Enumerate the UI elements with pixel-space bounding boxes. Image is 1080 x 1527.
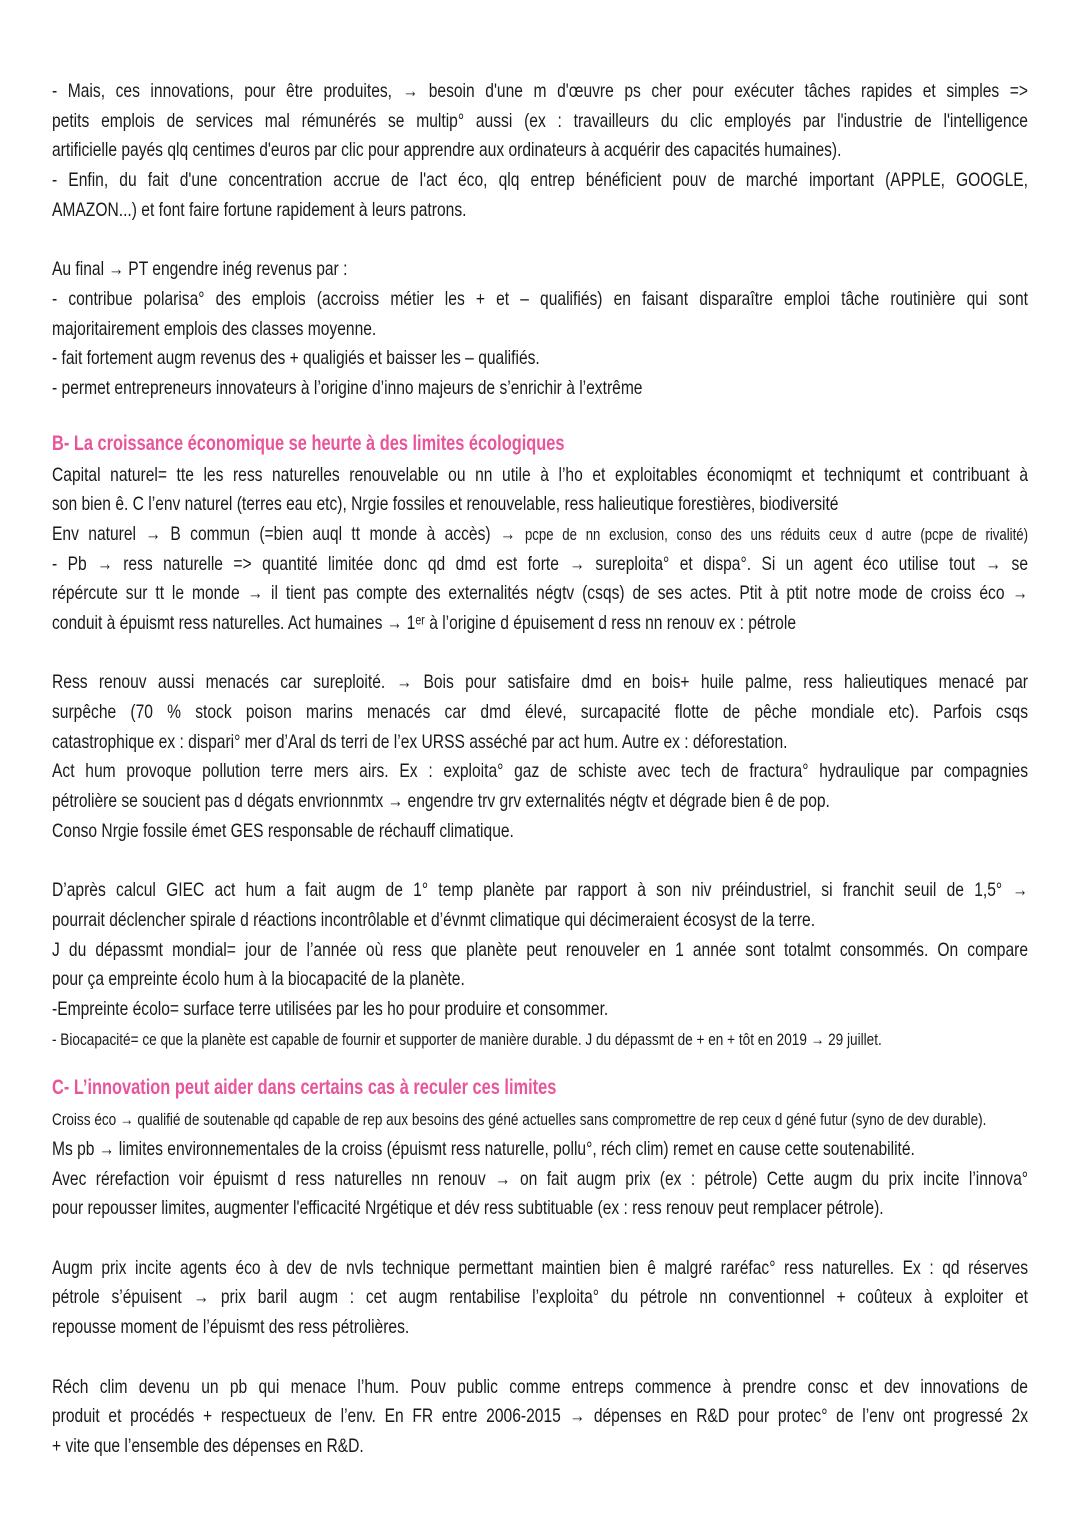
- text-line-content: [52, 166, 1028, 196]
- text-line-content: [52, 1402, 1028, 1432]
- section-heading-text: C- L’innovation peut aider dans certains cas à reculer ces limites: [52, 1076, 557, 1100]
- text-segment: Act hum provoque pollution terre mers airs. Ex : exploita° gaz de schiste avec tech de fractura° hydraulique par compagnies: [52, 760, 1028, 783]
- blank-line: [52, 1343, 1028, 1373]
- text-line-content: [52, 728, 1028, 758]
- text-line-content: [52, 1194, 1028, 1224]
- text-line-content: [52, 374, 1028, 404]
- text-line-content: [52, 550, 1028, 580]
- text-segment: + vite que l’ensemble des dépenses en R&D.: [52, 1434, 364, 1457]
- text-line: [52, 285, 1028, 315]
- section-heading: [52, 427, 1028, 461]
- section-heading: [52, 1071, 1028, 1105]
- text-line-content: [52, 1283, 1028, 1313]
- text-line: [52, 995, 1028, 1025]
- text-segment: artificielle payés qlq centimes d'euros par clic pour apprendre aux ordinateurs à acquérir des capacités humaines).: [52, 139, 842, 162]
- text-line: [52, 1283, 1028, 1313]
- text-line-content: [52, 668, 1028, 698]
- text-segment: répércute sur tt le monde → il tient pas compte des externalités négtv (csqs) de ses actes. Ptit à ptit notre mode de croiss éco →: [52, 582, 1028, 605]
- text-line-content: [52, 1135, 1028, 1165]
- text-segment: J du dépassmt mondial= jour de l’année où ress que planète peut renouveler en 1 année sont totalmt consommés. On compare: [52, 938, 1028, 961]
- text-segment: Croiss éco → qualifié de soutenable qd capable de rep aux besoins des géné actuelles sans compromettre de rep ceux d géné futur (syno de dev durable).: [52, 1110, 987, 1130]
- text-line-content: [52, 196, 1028, 226]
- text-line: [52, 1254, 1028, 1284]
- text-line: [52, 965, 1028, 995]
- paragraph: [52, 1254, 1028, 1343]
- text-line: [52, 1025, 1028, 1055]
- text-segment: produit et procédés + respectueux de l’env. En FR entre 2006-2015 → dépenses en R&D pour protec° de l’env ont progressé 2x: [52, 1405, 1028, 1428]
- text-line: [52, 550, 1028, 580]
- text-segment: - contribue polarisa° des emplois (accroiss métier les + et – qualifiés) en faisant disparaître emploi tâche routinière qui sont: [52, 287, 1028, 310]
- text-segment: petits emplois de services mal rémunérés se multip° aussi (ex : travailleurs du clic employés par l'industrie de l'intelligence: [52, 109, 1028, 132]
- text-line-content: [52, 787, 1028, 817]
- text-line: [52, 698, 1028, 728]
- text-line-content: [52, 77, 1028, 107]
- text-line: [52, 196, 1028, 226]
- text-segment: repousse moment de l’épuismt des ress pétrolières.: [52, 1316, 410, 1339]
- text-line-content: [52, 255, 1028, 285]
- text-segment: Réch clim devenu un pb qui menace l’hum. Pouv public comme entreps commence à prendre consc et dev innovations de: [52, 1375, 1028, 1398]
- text-line-content: [52, 579, 1028, 609]
- text-line: [52, 166, 1028, 196]
- text-line-content: [52, 344, 1028, 374]
- text-segment: - Mais, ces innovations, pour être produites, → besoin d'une m d'œuvre ps cher pour exécuter tâches rapides et simples =>: [52, 80, 1028, 102]
- text-line-content: [52, 936, 1028, 966]
- text-segment: - fait fortement augm revenus des + qualigiés et baisser les – qualifiés.: [52, 347, 540, 370]
- small-text-segment: pcpe de nn exclusion, conso des uns réduits ceux d autre (pcpe de rivalité): [524, 525, 1028, 544]
- text-segment: son bien ê. C l’env naturel (terres eau etc), Nrgie fossiles et renouvelable, ress halieutique forestières, biodiversité: [52, 493, 839, 516]
- text-line: [52, 1373, 1028, 1403]
- section-heading-text: B- La croissance économique se heurte à des limites écologiques: [52, 431, 565, 455]
- text-line: [52, 668, 1028, 698]
- blank-line: [52, 639, 1028, 669]
- text-line: [52, 461, 1028, 491]
- text-line: [52, 1194, 1028, 1224]
- text-line: [52, 1402, 1028, 1432]
- text-line: [52, 107, 1028, 137]
- document-page: [52, 77, 1028, 1462]
- text-line-content: [52, 1105, 1028, 1135]
- paragraph: [52, 77, 1028, 225]
- text-line-content: [52, 1254, 1028, 1284]
- text-segment: pour repousser limites, augmenter l'efficacité Nrgétique et dév ress subtituable (ex : ress renouv peut remplacer pétrole).: [52, 1197, 884, 1220]
- text-line: [52, 906, 1028, 936]
- text-segment: catastrophique ex : dispari° mer d’Aral ds terri de l’ex URSS asséché par act hum. Autre ex : déforestation.: [52, 730, 788, 753]
- text-line: [52, 490, 1028, 520]
- text-line-content: [52, 136, 1028, 166]
- text-line: [52, 374, 1028, 404]
- text-line-content: [52, 757, 1028, 787]
- blank-line: [52, 225, 1028, 255]
- text-line-content: [52, 1313, 1028, 1343]
- text-segment: Capital naturel= tte les ress naturelles renouvelable ou nn utile à l’ho et exploitables économiqmt et techniqumt et contribuant à: [52, 463, 1028, 486]
- text-line: [52, 255, 1028, 285]
- text-segment: -Empreinte écolo= surface terre utilisées par les ho pour produire et consommer.: [52, 997, 609, 1020]
- text-segment: conduit à épuismt ress naturelles. Act humaines → 1ᵉʳ à l’origine d épuisement d ress nn renouv ex : pétrole: [52, 612, 797, 634]
- text-line: [52, 1165, 1028, 1195]
- text-line: [52, 757, 1028, 787]
- text-line: [52, 315, 1028, 345]
- text-line-content: [52, 906, 1028, 936]
- text-segment: Au final → PT engendre inég revenus par :: [52, 258, 348, 281]
- text-line: [52, 1135, 1028, 1165]
- text-line-content: [52, 965, 1028, 995]
- paragraph: [52, 876, 1028, 1054]
- text-segment: D’après calcul GIEC act hum a fait augm de 1° temp planète par rapport à son niv préindustriel, si franchit seuil de 1,5° →: [52, 879, 1028, 902]
- text-line-content: [52, 995, 1028, 1025]
- text-line: [52, 936, 1028, 966]
- text-line-content: [52, 285, 1028, 315]
- text-line-content: [52, 520, 1028, 551]
- text-line-content: [52, 315, 1028, 345]
- text-segment: Env naturel → B commun (=bien auql tt monde à accès) →: [52, 522, 525, 545]
- text-segment: - Enfin, du fait d'une concentration accrue de l'act éco, qlq entrep bénéficient pouv de marché important (APPLE, GOOGLE,: [52, 169, 1028, 192]
- text-line-content: [52, 1373, 1028, 1403]
- text-segment: pourrait déclencher spirale d réactions incontrôlable et d’évnmt climatique qui décimeraient écosyst de la terre.: [52, 908, 816, 931]
- text-segment: AMAZON...) et font faire fortune rapidement à leurs patrons.: [52, 198, 467, 221]
- text-line-content: [52, 107, 1028, 137]
- text-line: [52, 1105, 1028, 1135]
- text-line-content: [52, 1025, 1028, 1055]
- text-segment: Augm prix incite agents éco à dev de nvls technique permettant maintien bien ê malgré raréfac° ress naturelles. Ex : qd réserves: [52, 1256, 1028, 1279]
- text-segment: Conso Nrgie fossile émet GES responsable de réchauff climatique.: [52, 819, 514, 842]
- text-segment: - Biocapacité= ce que la planète est capable de fournir et supporter de manière durable. J du dépassmt de + en + tôt en 2019 → 29 juillet.: [52, 1029, 882, 1049]
- paragraph: [52, 1105, 1028, 1224]
- text-line: [52, 1313, 1028, 1343]
- paragraph: [52, 461, 1028, 639]
- paragraph: [52, 255, 1028, 403]
- text-line: [52, 136, 1028, 166]
- text-line: [52, 728, 1028, 758]
- text-line: [52, 876, 1028, 906]
- text-segment: - Pb → ress naturelle => quantité limitée donc qd dmd est forte → sureploita° et dispa°. Si un agent éco utilise tout → se: [52, 552, 1028, 575]
- text-segment: majoritairement emplois des classes moyenne.: [52, 317, 377, 340]
- text-line: [52, 520, 1028, 550]
- text-line: [52, 787, 1028, 817]
- text-line-content: [52, 698, 1028, 728]
- text-segment: pétrolière se soucient pas d dégats envrionnmtx → engendre trv grv externalités négtv et dégrade bien ê de pop.: [52, 790, 830, 813]
- text-line: [52, 609, 1028, 639]
- blank-line: [52, 1224, 1028, 1254]
- text-segment: pour ça empreinte écolo hum à la biocapacité de la planète.: [52, 968, 465, 991]
- text-line: [52, 344, 1028, 374]
- text-segment: surpêche (70 % stock poison marins menacés car dmd élevé, surcapacité flotte de pêche mondiale etc). Parfois csqs: [52, 701, 1028, 724]
- text-segment: - permet entrepreneurs innovateurs à l’origine d’inno majeurs de s’enrichir à l’extrême: [52, 376, 643, 399]
- text-line: [52, 817, 1028, 847]
- paragraph: [52, 1373, 1028, 1462]
- text-line-content: [52, 1165, 1028, 1195]
- text-line-content: [52, 817, 1028, 847]
- text-line-content: [52, 490, 1028, 520]
- paragraph: [52, 668, 1028, 846]
- text-line-content: [52, 876, 1028, 906]
- text-line: [52, 77, 1028, 107]
- text-line: [52, 579, 1028, 609]
- text-line: [52, 1432, 1028, 1462]
- text-segment: pétrole s’épuisent → prix baril augm : cet augm rentabilise l’exploita° du pétrole nn conventionnel + coûteux à exploiter et: [52, 1286, 1028, 1309]
- text-segment: Ress renouv aussi menacés car sureploité. → Bois pour satisfaire dmd en bois+ huile palme, ress halieutiques menacé par: [52, 671, 1028, 694]
- text-line-content: [52, 1432, 1028, 1462]
- text-line-content: [52, 609, 1028, 639]
- text-line-content: [52, 461, 1028, 491]
- text-segment: Ms pb → limites environnementales de la croiss (épuismt ress naturelle, pollu°, réch clim) remet en cause cette soutenabilité.: [52, 1138, 915, 1160]
- text-segment: Avec rérefaction voir épuismt d ress naturelles nn renouv → on fait augm prix (ex : pétrole) Cette augm du prix incite l’innova°: [52, 1167, 1028, 1190]
- blank-line: [52, 847, 1028, 877]
